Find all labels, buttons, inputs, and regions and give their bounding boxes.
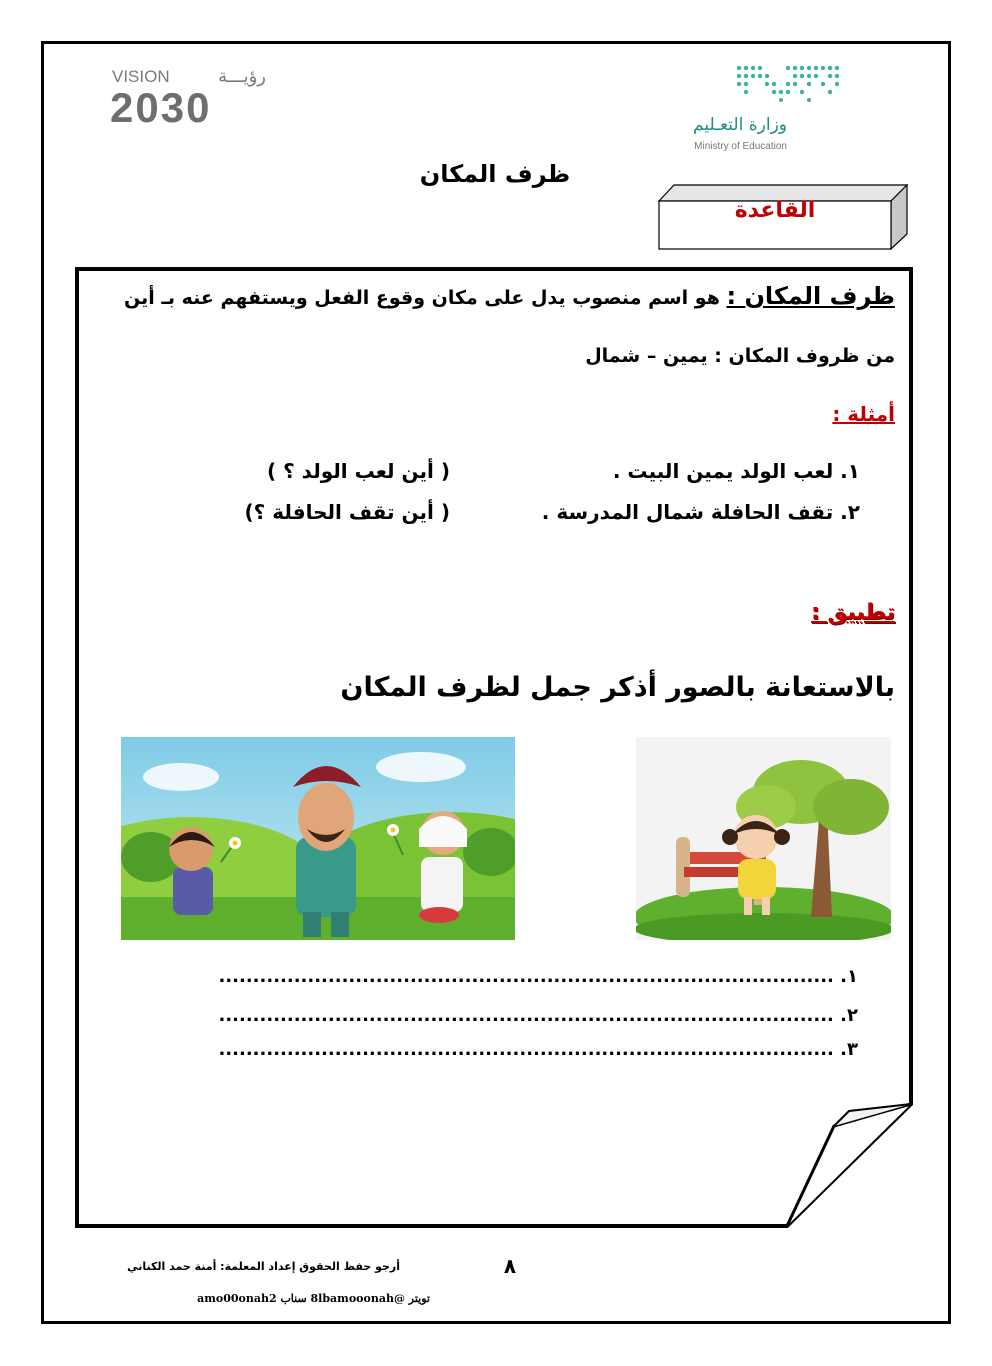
- examples-heading: أمثلة :: [832, 402, 895, 426]
- ministry-arabic: وزارة التعـليم: [693, 115, 787, 135]
- answer-line[interactable]: ١. ..........................................................................................: [218, 966, 858, 987]
- ministry-english: Ministry of Education: [694, 141, 787, 152]
- girl-bench-tree-illustration: [636, 737, 891, 940]
- example-question: ( أين لعب الولد ؟ ): [267, 459, 450, 483]
- definition-line: [100, 282, 895, 310]
- instruction-line: بالاستعانة بالصور أذكر جمل لظرف المكان: [340, 672, 895, 703]
- example-sentence: ٢. تقف الحافلة شمال المدرسة .: [541, 500, 860, 524]
- definition-text: هو اسم منصوب يدل على مكان وقوع الفعل ويستفهم عنه بـ أين: [124, 287, 727, 309]
- vision-2030-logo: [108, 62, 270, 126]
- page-title: ظرف المكان: [419, 160, 571, 188]
- example-question: ( أين تقف الحافلة ؟): [244, 500, 450, 524]
- adverbs-line: من ظروف المكان : يمين – شمال: [585, 345, 895, 367]
- answer-line[interactable]: ٢. ..........................................................................................: [218, 1005, 858, 1026]
- answer-line[interactable]: ٣. ..........................................................................................: [218, 1039, 858, 1060]
- officer-children-illustration: [121, 737, 515, 940]
- vision-year: 2030: [110, 84, 212, 126]
- vision-word: VISION: [112, 67, 170, 86]
- ministry-of-education-logo: [683, 62, 843, 154]
- application-heading: تطبيق :: [811, 600, 895, 625]
- footer-social: تويتر @8lbamooonah سناب amo00onah2: [197, 1292, 430, 1305]
- rule-label: القاعدة: [734, 198, 816, 223]
- definition-term: ظرف المكان :: [726, 282, 895, 310]
- vision-arabic: رؤيـــة: [218, 66, 266, 87]
- page-number: ٨: [503, 1254, 517, 1278]
- footer-credit: أرجو حفظ الحقوق إعداد المعلمة: أمنة حمد الكناني: [127, 1260, 400, 1273]
- example-sentence: ١. لعب الولد يمين البيت .: [612, 459, 860, 483]
